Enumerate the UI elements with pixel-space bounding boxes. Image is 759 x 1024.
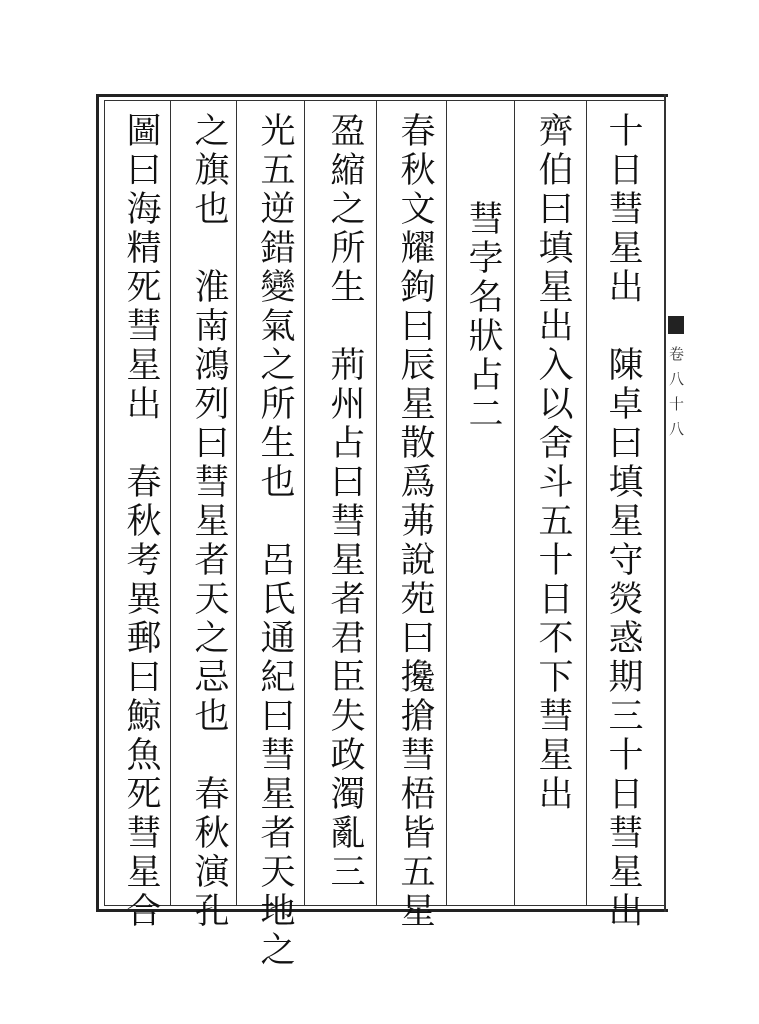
text-column-6: 光五逆錯變氣之所生也 呂氏通紀曰彗星者天地之 <box>255 112 295 970</box>
column-rule <box>170 100 171 906</box>
text-column-5: 盈縮之所生 荊州占曰彗星者君臣失政濁亂三 <box>325 112 365 892</box>
column-rule <box>304 100 305 906</box>
column-rule <box>236 100 237 906</box>
page-margin-strip <box>664 94 686 912</box>
text-column-8: 圖曰海精死彗星出 春秋考異郵曰鯨魚死彗星合 <box>121 112 161 931</box>
column-rule <box>514 100 515 906</box>
section-heading: 彗孛名狀占二 <box>463 200 503 434</box>
column-rule <box>586 100 587 906</box>
text-column-1: 十日彗星出 陳卓曰填星守熒惑期三十日彗星出 <box>603 112 643 931</box>
column-rule <box>376 100 377 906</box>
text-column-2: 齊伯曰填星出入以舍斗五十日不下彗星出 <box>533 112 573 814</box>
chapter-label: 卷八十八 <box>667 346 685 446</box>
text-column-4: 春秋文耀鉤曰辰星散爲茀說苑曰攙搶彗梧皆五星 <box>395 112 435 931</box>
column-rule <box>446 100 447 906</box>
fishtail-mark-icon <box>668 316 684 334</box>
text-column-7: 之旗也 淮南鴻列曰彗星者天之忌也 春秋演孔 <box>189 112 229 931</box>
